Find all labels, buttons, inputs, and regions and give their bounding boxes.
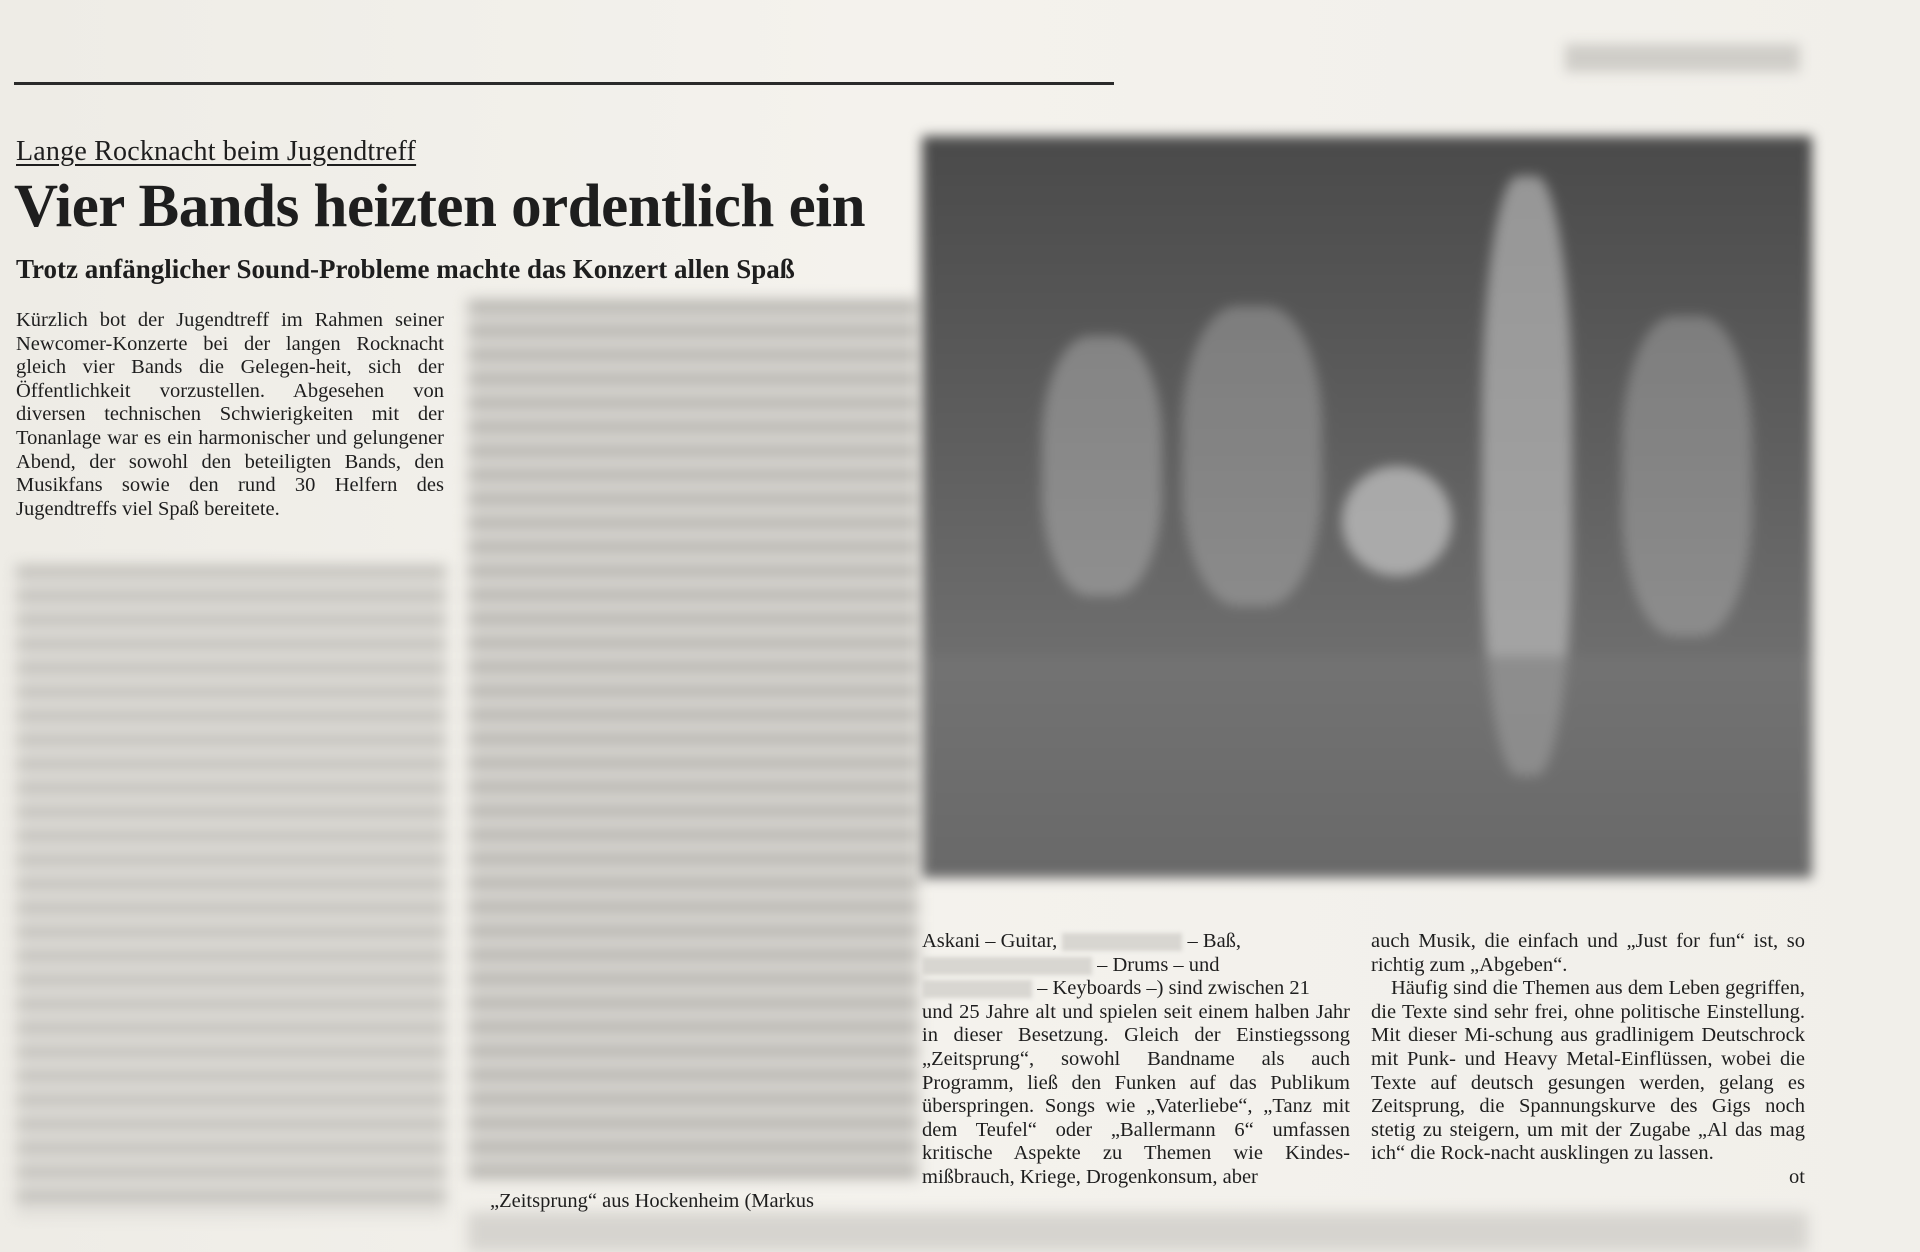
redacted-name	[922, 980, 1032, 998]
blurred-bottom-strip	[468, 1212, 1808, 1252]
article-column-4	[1371, 930, 1805, 1190]
article-column-3	[922, 930, 1350, 1190]
redacted-name	[1062, 933, 1182, 951]
blurred-column-middle	[468, 300, 918, 1180]
top-rule	[14, 82, 1114, 85]
redacted-name	[922, 957, 1092, 975]
band-lineup-line-2: – Drums – und	[922, 954, 1350, 978]
band-lineup-line-1: Askani – Guitar, – Baß,	[922, 930, 1242, 952]
article-lead: Kürzlich bot der Jugendtreff im Rahmen seiner Newcomer-Konzerte bei der langen Rocknacht gleich vier Bands die Gelegen-heit, sich der Öffentlichkeit vorzustellen. Abgesehen von diversen technischen Schwierigkeiten mit der Tonanlage war es ein harmonischer und gelungener Abend, der sowohl den beteiligten Bands, den Musikfans sowie den rund 30 Helfern des Jugendtreffs viel Spaß bereitete.	[16, 309, 444, 520]
blurred-header	[1565, 44, 1800, 72]
column2-tail: „Zeitsprung“ aus Hockenheim (Markus	[490, 1190, 814, 1212]
column3-text: und 25 Jahre alt und spielen seit einem halben Jahr in dieser Besetzung. Gleich der Einstiegssong „Zeitsprung“, sowohl Bandname als auch Programm, ließ den Funken auf das Publikum überspringen. Songs wie „Vaterliebe“, „Tanz mit dem Teufel“ oder „Ballermann 6“ umfassen kritische Aspekte zu Themen wie Kindes-mißbrauch, Kriege, Drogenkonsum, aber	[922, 1000, 1350, 1188]
article-subheadline: Trotz anfänglicher Sound-Probleme machte das Konzert allen Spaß	[16, 254, 795, 284]
band-lineup-line-3: – Keyboards –) sind zwischen 21	[922, 977, 1350, 1001]
column4-paragraph-2: Häufig sind die Themen aus dem Leben gegriffen, die Texte sind sehr frei, ohne politische Einstellung. Mit dieser Mi-schung aus gradlinigem Deutschrock mit Punk- und Heavy Metal-Einflüssen, wobei die Texte auf deutsch gesungen werden, gelang es Zeitsprung, die Spannungskurve des Gigs noch stetig zu steigern, um mit der Zugabe „Al das mag ich“ die Rock-nacht ausklingen zu lassen.	[1371, 977, 1805, 1165]
article-kicker: Lange Rocknacht beim Jugendtreff	[16, 136, 417, 167]
band-photo-icon	[922, 136, 1812, 878]
article-headline: Vier Bands heizten ordentlich ein	[14, 173, 866, 240]
article-byline: ot	[1789, 1165, 1805, 1188]
blurred-column-left	[16, 565, 446, 1215]
column4-paragraph-1: auch Musik, die einfach und „Just for fun“ ist, so richtig zum „Abgeben“.	[1371, 930, 1805, 976]
